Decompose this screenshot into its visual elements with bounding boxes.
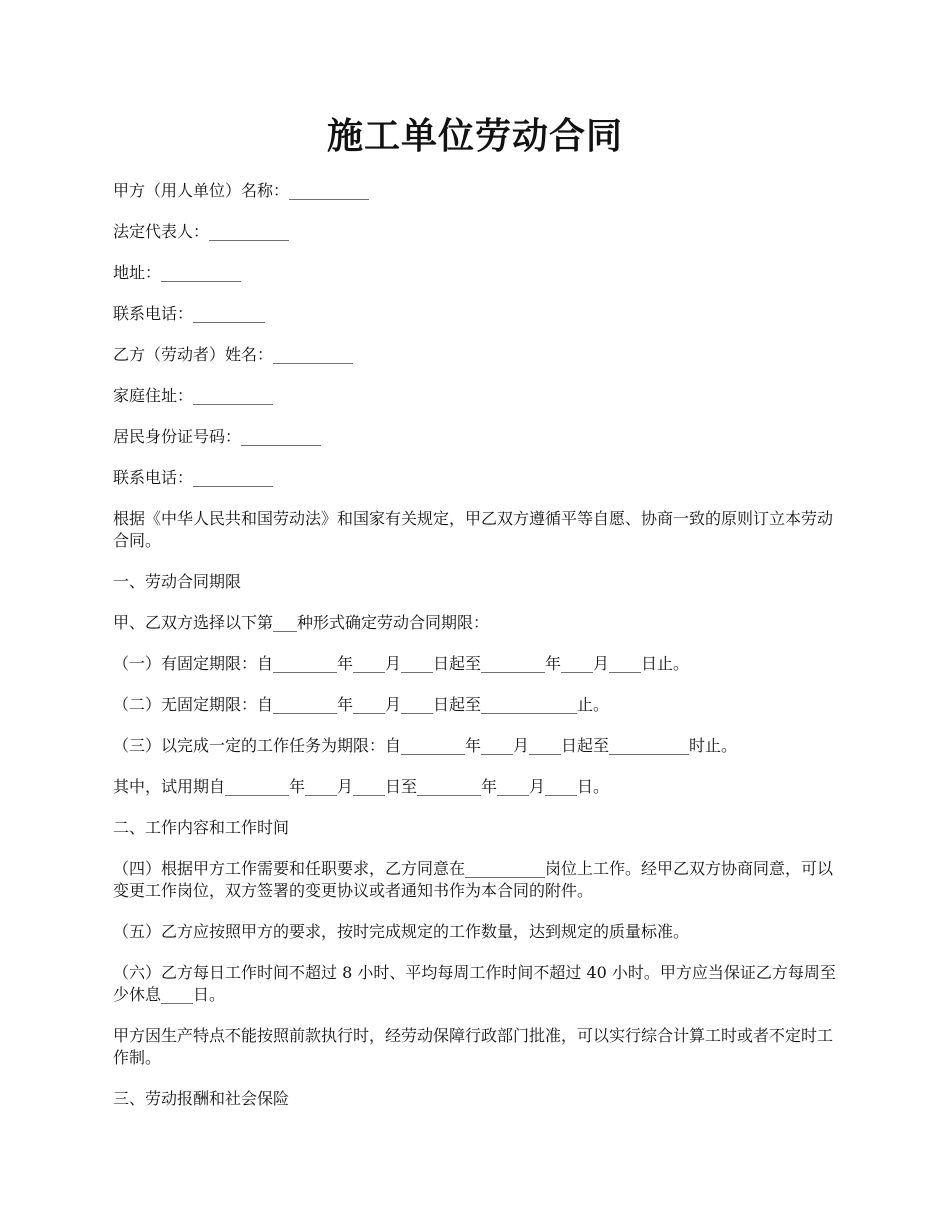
party-b-phone: 联系电话：__________ [113, 468, 274, 487]
party-b-id-number: 居民身份证号码：__________ [113, 427, 322, 446]
party-a-legal-representative: 法定代表人：__________ [113, 222, 290, 241]
party-b-name: 乙方（劳动者）姓名：__________ [113, 345, 354, 364]
party-a-phone: 联系电话：_________ [113, 304, 266, 323]
preamble-paragraph: 根据《中华人民共和国劳动法》和国家有关规定，甲乙双方遵循平等自愿、协商一致的原则订立本劳动合同。 [113, 509, 834, 550]
section-heading-contract-term: 一、劳动合同期限 [113, 572, 242, 591]
clause-open-term: （二）无固定期限：自________年____月____日起至____________止。 [113, 695, 610, 714]
contract-term-choice: 甲、乙双方选择以下第___种形式确定劳动合同期限： [113, 613, 490, 632]
section-heading-work-content: 二、工作内容和工作时间 [113, 818, 290, 837]
document-body [113, 180, 841, 1129]
probation-period: 其中，试用期自________年____月____日至________年____月____日。 [113, 777, 610, 796]
party-a-name: 甲方（用人单位）名称：__________ [113, 181, 370, 200]
document-title: 施工单位劳动合同 [326, 115, 623, 157]
clause-working-hours: （六）乙方每日工作时间不超过 8 小时、平均每周工作时间不超过 40 小时。甲方应当保证乙方每周至少休息____日。 [113, 963, 836, 1004]
party-a-address: 地址：__________ [113, 263, 242, 282]
party-b-home-address: 家庭住址：__________ [113, 386, 274, 405]
clause-special-hours: 甲方因生产特点不能按照前款执行时，经劳动保障行政部门批准，可以实行综合计算工时或者不定时工作制。 [113, 1026, 834, 1067]
clause-position: （四）根据甲方工作需要和任职要求，乙方同意在__________岗位上工作。经甲乙双方协商同意，可以变更工作岗位，双方签署的变更协议或者通知书作为本合同的附件。 [113, 859, 834, 900]
clause-task-term: （三）以完成一定的工作任务为期限：自________年____月____日起至__________时止。 [113, 736, 738, 755]
clause-work-quality: （五）乙方应按照甲方的要求，按时完成规定的工作数量，达到规定的质量标准。 [113, 922, 690, 941]
clause-fixed-term: （一）有固定期限：自________年____月____日起至________年____月____日止。 [113, 654, 690, 673]
section-heading-pay-insurance: 三、劳动报酬和社会保险 [113, 1089, 290, 1108]
